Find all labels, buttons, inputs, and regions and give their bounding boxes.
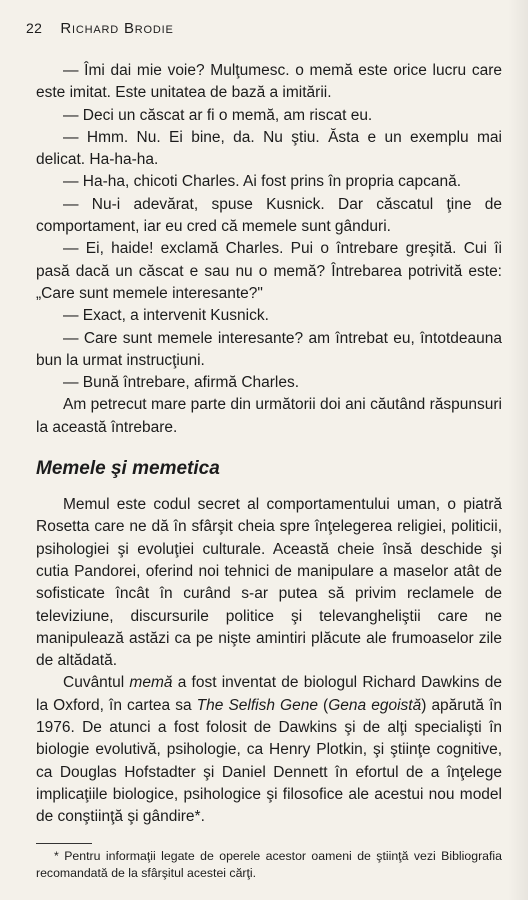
body-paragraph: Memul este codul secret al comportamentului uman, o piatră Rosetta care ne dă în sfârşit cheia spre înţelegerea religiei, politicii, psihologiei şi evoluţiei culturale. Această cheie însă deschide şi cutia Pandorei, oferind noi tehnici de manipulare a maselor atât de sofisticate încât în curând s-ar putea să privim reclamele de televiziune, discursurile politice şi televangheliştii care ne manipulează astăzi ca pe nişte amintiri plăcute ale frumoaselor zile de altădată. [36, 496, 502, 670]
dialogue-line: — Nu-i adevărat, spuse Kusnick. Dar căscatul ţine de comportament, iar eu cred că memele sunt gânduri. [36, 195, 502, 236]
running-header [26, 20, 498, 37]
dialogue-line: — Care sunt memele interesante? am întrebat eu, întotdeauna bun la urmat instrucţiuni. [36, 329, 502, 369]
section-heading: Memele şi memetica [36, 458, 220, 480]
paragraph-text: ) apărută în 1976. De atunci a fost folosit de Dawkins şi de alţi specialişti în biologie evolutivă, psihologie, ca Henry Plotkin, şi ştiinţe cognitive, ca Douglas Hofstadter şi Daniel Dennett în efortul de a înţelege implicaţiile biologice, psihologice şi filosofice ale acestui nou model de conştiinţă şi gândire*. [36, 696, 503, 826]
body-paragraph [36, 672, 502, 828]
page-number: 22 [26, 20, 43, 36]
paragraph-text: ( [317, 696, 329, 714]
page-edge-shadow [508, 0, 528, 900]
dialogue-line: — Hmm. Nu. Ei bine, da. Nu ştiu. Ăsta e un exemplu mai delicat. Ha-ha-ha. [36, 128, 502, 169]
dialogue-line: — Exact, a intervenit Kusnick. [63, 307, 269, 325]
emphasis-text: memă [129, 674, 173, 692]
dialogue-line: — Îmi dai mie voie? Mulţumesc. o memă este orice lucru care este imitat. Este unitatea de bază a imitării. [36, 62, 502, 102]
text-body [36, 60, 502, 882]
footnote-divider [36, 843, 92, 844]
running-author: Richard Brodie [60, 20, 174, 37]
footnote: * Pentru informaţii legate de operele acestor oameni de ştiinţă vezi Bibliografia recomandată de la sfârşitul acestei cărţi. [36, 848, 502, 880]
book-title-translation: Gena egoistă [328, 696, 422, 714]
paragraph-text: Cuvântul [63, 674, 130, 692]
book-title: The Selfish Gene [196, 696, 318, 714]
dialogue-line: — Bună întrebare, afirmă Charles. [63, 374, 300, 392]
narration-paragraph: Am petrecut mare parte din următorii doi ani căutând răspunsuri la această întrebare. [36, 396, 502, 436]
dialogue-line: — Ha-ha, chicoti Charles. Ai fost prins în propria capcană. [63, 173, 462, 191]
dialogue-line: — Ei, haide! exclamă Charles. Pui o întrebare greşită. Cui îi pasă dacă un căscat e sau nu o memă? Întrebarea potrivită este: „Care sunt memele interesante?" [36, 240, 502, 302]
paragraph-text: a fost inventat de biologul Richard Dawkins de la Oxford, în cartea sa [36, 674, 503, 714]
dialogue-line: — Deci un căscat ar fi o memă, am riscat eu. [63, 106, 373, 124]
